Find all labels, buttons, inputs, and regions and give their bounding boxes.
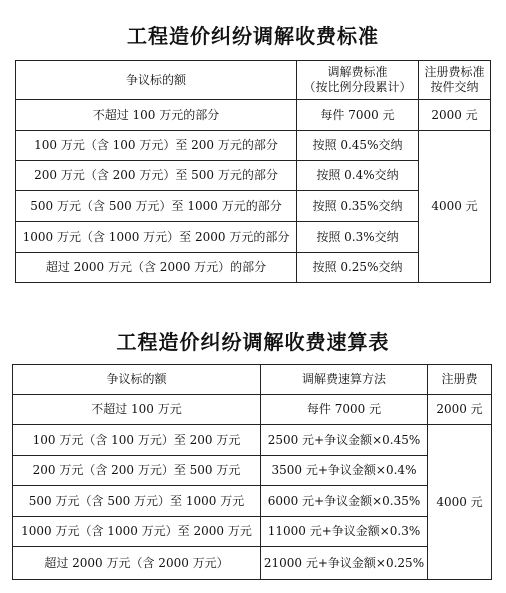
header-mediation-line2: （按比例分段累计） (303, 80, 412, 94)
amount-cell: 超过 2000 万元（含 2000 万元）的部分 (16, 253, 297, 283)
header-amount: 争议标的额 (16, 61, 297, 100)
table-row (13, 395, 492, 425)
method-cell: 21000 元+争议金额×0.25% (261, 547, 428, 580)
registration-cell: 4000 元 (428, 425, 492, 580)
mediation-cell: 按照 0.3%交纳 (297, 222, 419, 253)
registration-cell: 4000 元 (419, 131, 491, 283)
registration-cell: 2000 元 (428, 395, 492, 425)
table-row (13, 456, 492, 486)
amount-cell: 1000 万元（含 1000 万元）至 2000 万元 (13, 517, 261, 547)
header-registration-standard (419, 61, 491, 100)
amount-cell: 1000 万元（含 1000 万元）至 2000 万元的部分 (16, 222, 297, 253)
fee-standard-title: 工程造价纠纷调解收费标准 (127, 24, 379, 48)
mediation-cell: 按照 0.35%交纳 (297, 191, 419, 222)
mediation-cell: 按照 0.25%交纳 (297, 253, 419, 283)
amount-cell: 不超过 100 万元 (13, 395, 261, 425)
header-registration: 注册费 (428, 365, 492, 395)
table-row (13, 486, 492, 517)
header-mediation-standard (297, 61, 419, 100)
mediation-cell: 每件 7000 元 (297, 100, 419, 131)
mediation-cell: 按照 0.45%交纳 (297, 131, 419, 161)
header-mediation-line1: 调解费标准 (327, 65, 388, 79)
table-row (13, 547, 492, 580)
method-cell: 2500 元+争议金额×0.45% (261, 425, 428, 456)
amount-cell: 200 万元（含 200 万元）至 500 万元的部分 (16, 161, 297, 191)
amount-cell: 500 万元（含 500 万元）至 1000 万元 (13, 486, 261, 517)
header-method: 调解费速算方法 (261, 365, 428, 395)
amount-cell: 100 万元（含 100 万元）至 200 万元 (13, 425, 261, 456)
table-row (13, 425, 492, 456)
table-row (16, 131, 491, 161)
header-registration-line2: 按件交纳 (430, 80, 479, 94)
table-row (16, 100, 491, 131)
amount-cell: 不超过 100 万元的部分 (16, 100, 297, 131)
fee-standard-table (15, 60, 491, 283)
amount-cell: 超过 2000 万元（含 2000 万元） (13, 547, 261, 580)
quick-calc-table (12, 364, 492, 580)
method-cell: 6000 元+争议金额×0.35% (261, 486, 428, 517)
table-header-row (16, 61, 491, 100)
header-amount: 争议标的额 (13, 365, 261, 395)
amount-cell: 500 万元（含 500 万元）至 1000 万元的部分 (16, 191, 297, 222)
amount-cell: 100 万元（含 100 万元）至 200 万元的部分 (16, 131, 297, 161)
method-cell: 每件 7000 元 (261, 395, 428, 425)
quick-calc-title: 工程造价纠纷调解收费速算表 (116, 330, 390, 354)
header-registration-line1: 注册费标准 (424, 65, 485, 79)
table-row (13, 517, 492, 547)
method-cell: 3500 元+争议金额×0.4% (261, 456, 428, 486)
registration-cell: 2000 元 (419, 100, 491, 131)
table-header-row (13, 365, 492, 395)
method-cell: 11000 元+争议金额×0.3% (261, 517, 428, 547)
mediation-cell: 按照 0.4%交纳 (297, 161, 419, 191)
amount-cell: 200 万元（含 200 万元）至 500 万元 (13, 456, 261, 486)
